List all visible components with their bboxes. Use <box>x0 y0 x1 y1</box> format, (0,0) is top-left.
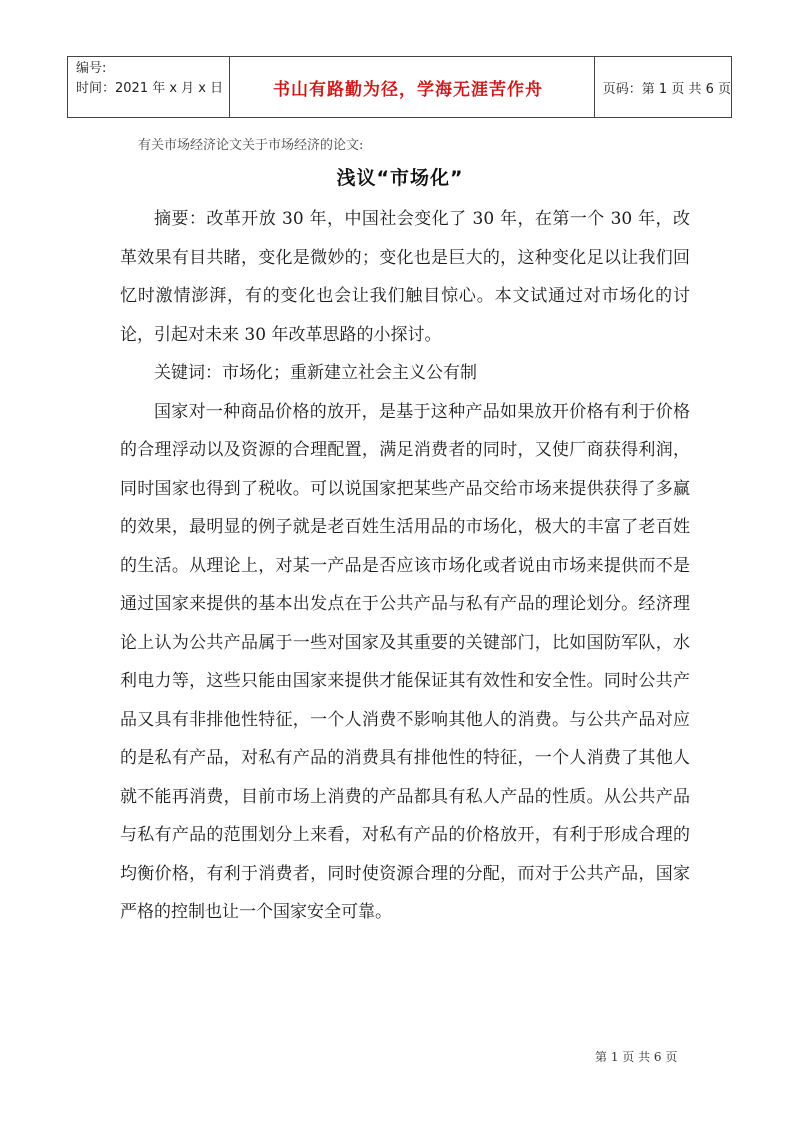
page-info-cell <box>595 57 731 117</box>
number-label: 编号: <box>76 61 107 76</box>
motto-cell <box>230 57 595 117</box>
abstract-paragraph: 摘要：改革开放 30 年，中国社会变化了 30 年，在第一个 30 年，改革效果有目共睹，变化是微妙的；变化也是巨大的，这种变化足以让我们回忆时激情澎湃，有的变化也会让我们触目惊心。本文试通过对市场化的讨论，引起对未来 30 年改革思路的小探讨。 <box>120 209 690 345</box>
body-paragraph: 国家对一种商品价格的放开，是基于这种产品如果放开价格有利于价格的合理浮动以及资源的合理配置，满足消费者的同时，又使厂商获得利润，同时国家也得到了税收。可以说国家把某些产品交给市场来提供获得了多赢的效果，最明显的例子就是老百姓生活用品的市场化，极大的丰富了老百姓的生活。从理论上，对某一产品是否应该市场化或者说由市场来提供而不是通过国家来提供的基本出发点在于公共产品与私有产品的理论划分。经济理论上认为公共产品属于一些对国家及其重要的关键部门，比如国防军队，水利电力等，这些只能由国家来提供才能保证其有效性和安全性。同时公共产品又具有非排他性特征，一个人消费不影响其他人的消费。与公共产品对应的是私有产品，对私有产品的消费具有排他性的特征，一个人消费了其他人就不能再消费，目前市场上消费的产品都具有私人产品的性质。从公共产品与私有产品的范围划分上来看，对私有产品的价格放开，有利于形成合理的均衡价格，有利于消费者，同时使资源合理的分配，而对于公共产品，国家严格的控制也让一个国家安全可靠。 <box>120 401 690 922</box>
motto-text: 书山有路勤为径，学海无涯苦作舟 <box>273 79 543 100</box>
header-meta-cell <box>68 57 230 117</box>
source-line: 有关市场经济论文关于市场经济的论文: <box>138 138 364 153</box>
header-table <box>67 56 732 118</box>
page-footer: 第 1 页 共 6 页 <box>595 1050 678 1064</box>
page-info-text: 页码：第 1 页 共 6 页 <box>602 81 731 97</box>
time-label: 时间：2021 年 x 月 x 日 <box>76 81 224 96</box>
keywords-paragraph: 关键词：市场化；重新建立社会主义公有制 <box>154 363 477 383</box>
document-body <box>120 200 690 932</box>
document-title: 浅议“市场化” <box>336 167 464 189</box>
